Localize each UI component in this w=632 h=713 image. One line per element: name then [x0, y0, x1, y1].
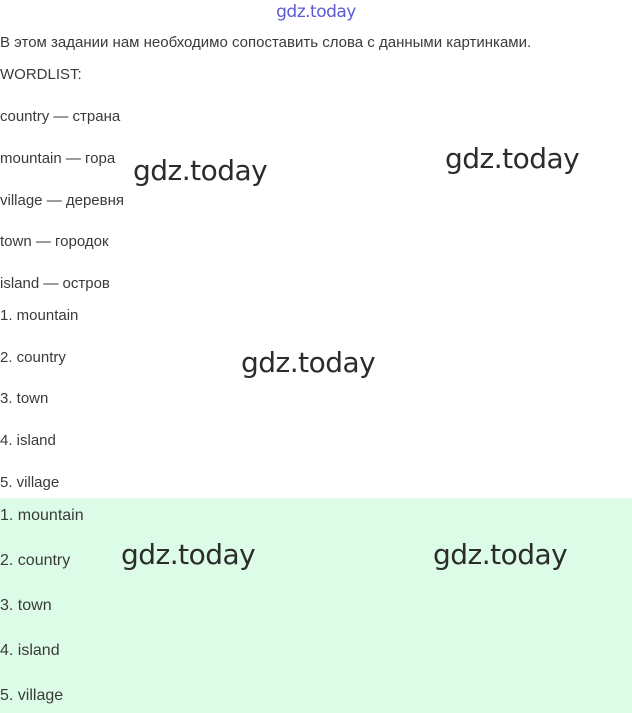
wordlist-item: island — остров: [0, 275, 110, 292]
answer-item: 5. village: [0, 687, 64, 704]
wordlist-title: WORDLIST:: [0, 66, 82, 83]
answer-box: [0, 498, 632, 713]
watermark: gdz.today: [133, 154, 268, 187]
numbered-item: 1. mountain: [0, 307, 79, 324]
numbered-item: 2. country: [0, 349, 66, 366]
answer-item: 3. town: [0, 597, 52, 614]
watermark: gdz.today: [241, 346, 376, 379]
wordlist-item: country — страна: [0, 108, 121, 125]
wordlist-item: village — деревня: [0, 192, 125, 209]
wordlist-item: town — городок: [0, 233, 109, 250]
watermark: gdz.today: [445, 142, 580, 175]
watermark: gdz.today: [433, 538, 568, 571]
wordlist-item: mountain — гора: [0, 150, 116, 167]
task-intro: В этом задании нам необходимо сопоставить слова с данными картинками.: [0, 34, 532, 51]
answer-item: 1. mountain: [0, 507, 84, 524]
watermark: gdz.today: [121, 538, 256, 571]
numbered-item: 5. village: [0, 474, 60, 491]
site-logo: gdz.today: [276, 2, 356, 22]
numbered-item: 3. town: [0, 390, 49, 407]
numbered-item: 4. island: [0, 432, 56, 449]
answer-item: 4. island: [0, 642, 60, 659]
answer-item: 2. country: [0, 552, 71, 569]
